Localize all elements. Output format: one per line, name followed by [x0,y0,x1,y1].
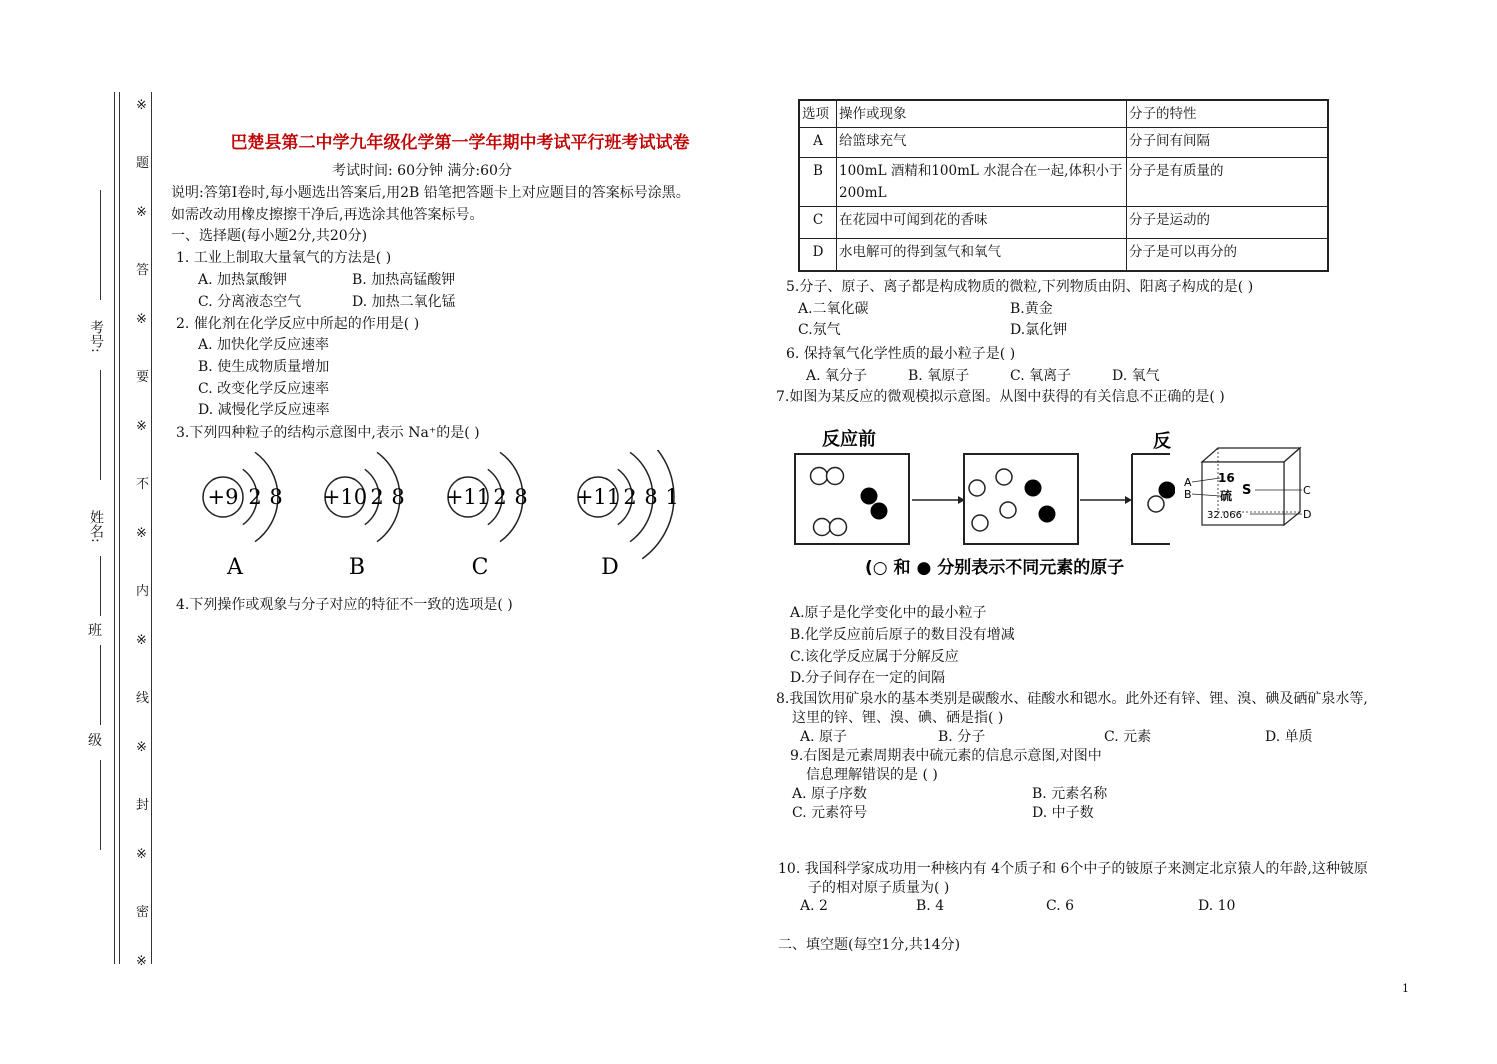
exam-title: 巴楚县第二中学九年级化学第一学年期中考试平行班考试试卷 [230,133,690,153]
seal-char: ※ [136,847,147,862]
q3-stem: 3.下列四种粒子的结构示意图中,表示 Na⁺的是( ) [176,425,480,441]
electron-count: 2 [370,485,384,509]
q9-option-d: D. 中子数 [1032,805,1094,821]
white-atom [972,515,988,531]
black-atom [861,488,878,505]
q10-option-d: D. 10 [1198,898,1236,914]
reaction-diagram [790,420,1175,585]
white-atom [1000,502,1016,518]
table-header-cell: 选项 [799,100,837,128]
q8-option-c: C. 元素 [1104,729,1152,745]
white-atom [830,519,847,536]
seal-char: 封 [136,797,150,813]
atom-label: C [471,555,489,580]
seal-char: 密 [136,904,150,920]
table-cell: 水电解可的得到氢气和氧气 [837,239,1127,271]
q9-stem-2: 信息理解错误的是 ( ) [806,767,938,783]
q7-option-c: C.该化学反应属于分解反应 [790,649,959,665]
atom-label: A [227,555,243,580]
pointer-d: D [1303,508,1312,521]
table-cell: 100mL 酒精和100mL 水混合在一起,体积小于200mL [837,158,1127,207]
atom-diagram [446,452,528,580]
q5-option-b: B.黄金 [1010,301,1053,317]
table-row [799,128,1328,158]
table-cell: 给篮球充气 [837,128,1127,158]
arrow-2-head [1125,496,1132,504]
atom-diagram [323,452,405,580]
seal-char: 线 [136,690,150,706]
electron-count: 2 [248,485,262,509]
q8-stem-2: 这里的锌、锂、溴、碘、硒是指( ) [792,710,1004,726]
table-row [799,239,1328,271]
seal-char: ※ [136,312,147,327]
table-cell: 分子是可以再分的 [1127,239,1329,271]
table-header-row [799,100,1328,128]
legend: (○ 和 ● 分别表示不同元素的原子 [865,558,1125,578]
q4-table [798,99,1329,272]
field-xingming: 姓名: [88,510,104,543]
seal-char: ※ [136,98,147,113]
q7-option-b: B.化学反应前后原子的数目没有增减 [790,627,1015,643]
seal-char: 要 [136,369,150,385]
q9-option-c: C. 元素符号 [792,805,868,821]
q5-option-d: D.氯化钾 [1010,322,1068,338]
q7-stem: 7.如图为某反应的微观模拟示意图。从图中获得的有关信息不正确的是( ) [776,389,1225,405]
nucleus-charge: +10 [322,485,368,509]
seal-char: 题 [136,155,150,171]
atom-diagram [203,452,283,580]
black-atom [1025,480,1042,497]
seal-char: ※ [136,526,147,541]
q2-option-c: C. 改变化学反应速率 [198,381,330,397]
table-header-cell: 操作或现象 [837,100,1127,128]
field-ji: 级 [88,733,102,749]
q2-option-b: B. 使生成物质量增加 [198,359,330,375]
instruction-1: 说明:答第Ⅰ卷时,每小题选出答案后,用2B 铅笔把答题卡上对应题目的答案标号涂黑。 [171,185,690,201]
nucleus-charge: +11 [445,485,491,509]
field-line [100,556,101,616]
seal-char: ※ [136,419,147,434]
nucleus-charge: +9 [207,485,239,509]
q5-option-a: A.二氧化碳 [798,301,869,317]
cube-top [1202,448,1300,462]
electron-count: 8 [514,485,528,509]
q5-option-c: C.氖气 [798,322,841,338]
q1-option-b: B. 加热高锰酸钾 [352,272,456,288]
atomic-number: 16 [1218,471,1235,485]
q5-stem: 5.分子、原子、离子都是构成物质的微粒,下列物质由阴、阳离子构成的是( ) [786,279,1254,295]
table-cell: C [799,207,837,239]
electron-count: 2 [493,485,507,509]
electron-count: 1 [665,485,679,509]
field-ban: 班 [88,623,102,639]
table-header-cell: 分子的特性 [1127,100,1329,128]
q6-stem: 6. 保持氧气化学性质的最小粒子是( ) [786,346,1016,362]
table-cell: B [799,158,837,207]
atomic-mass: 32.066 [1207,510,1242,521]
field-line [100,370,101,480]
q10-option-c: C. 6 [1046,898,1075,914]
section-choice: 一、选择题(每小题2分,共20分) [171,228,368,244]
margin-line-2 [119,92,120,964]
instruction-2: 如需改动用橡皮擦擦干净后,再选涂其他答案标号。 [171,207,484,223]
box-before [795,454,909,544]
seal-char: ※ [136,633,147,648]
table-cell: A [799,128,837,158]
electron-count: 2 [623,485,637,509]
table-row [799,158,1328,207]
q4-stem: 4.下列操作或观象与分子对应的特征不一致的选项是( ) [176,597,513,613]
atom-structure-diagrams [190,450,710,590]
pointer-c: C [1303,484,1311,497]
margin-line-1 [114,92,115,964]
table-cell: 分子是运动的 [1127,207,1329,239]
atom-diagram [576,450,679,580]
q9-option-b: B. 元素名称 [1032,786,1108,802]
black-atom [1159,482,1176,499]
q6-option-a: A. 氧分子 [806,368,868,384]
atom-label: D [601,555,619,580]
seal-char: ※ [136,205,147,220]
table-cell: 在花园中可闻到花的香味 [837,207,1127,239]
electron-count: 8 [644,485,658,509]
q10-stem-2: 子的相对原子质量为( ) [808,880,950,896]
q10-option-a: A. 2 [800,898,828,914]
section-fill: 二、填空题(每空1分,共14分) [778,937,961,953]
seal-char: 答 [136,262,150,278]
pointer-a: A [1184,476,1192,489]
seal-char: 内 [136,583,150,599]
seal-char: ※ [136,954,147,969]
field-kaohao: 考号: [88,320,104,353]
q6-option-c: C. 氧离子 [1010,368,1072,384]
q8-option-b: B. 分子 [938,729,986,745]
q9-option-a: A. 原子序数 [792,786,868,802]
q10-option-b: B. 4 [916,898,945,914]
table-cell: 分子是有质量的 [1127,158,1329,207]
exam-time: 考试时间: 60分钟 满分:60分 [332,163,512,179]
q7-option-a: A.原子是化学变化中的最小粒子 [790,605,987,621]
label-after: 反 [1153,431,1171,452]
q1-stem: 1. 工业上制取大量氧气的方法是( ) [176,250,392,266]
q9-stem-1: 9.右图是元素周期表中硫元素的信息示意图,对图中 [790,748,1102,764]
seal-char: 不 [136,476,150,492]
atom-label: B [348,555,366,580]
table-cell: 分子间有间隔 [1127,128,1329,158]
electron-count: 8 [391,485,405,509]
white-atom [1148,496,1164,512]
white-atom [827,468,844,485]
q1-option-c: C. 分离液态空气 [198,294,302,310]
q8-option-d: D. 单质 [1265,729,1313,745]
q2-option-d: D. 减慢化学反应速率 [198,402,330,418]
electron-count: 8 [269,485,283,509]
q2-stem: 2. 催化剂在化学反应中所起的作用是( ) [176,316,420,332]
white-atom [811,468,828,485]
table-row [799,207,1328,239]
white-atom [996,469,1012,485]
field-line [100,190,101,300]
q6-option-d: D. 氧气 [1112,368,1160,384]
black-atom [871,503,888,520]
q6-option-b: B. 氧原子 [908,368,970,384]
q1-option-d: D. 加热二氧化锰 [352,294,456,310]
table-cell: D [799,239,837,271]
margin-line-3 [151,92,152,964]
q8-option-a: A. 原子 [800,729,848,745]
field-line [100,760,101,850]
page-number: 1 [1402,982,1409,995]
cube-side [1284,448,1300,525]
element-symbol: S [1242,483,1252,498]
q7-option-d: D.分子间存在一定的间隔 [790,670,946,686]
sulfur-element-diagram [1180,440,1315,530]
label-before: 反应前 [822,429,876,450]
q10-stem-1: 10. 我国科学家成功用一种核内有 4个质子和 6个中子的铍原子来测定北京猿人的年龄,这种铍原 [778,861,1368,877]
q2-option-a: A. 加快化学反应速率 [198,337,330,353]
field-line [100,645,101,725]
white-atom [969,480,985,496]
q1-option-a: A. 加热氯酸钾 [198,272,288,288]
black-atom [1039,506,1056,523]
seal-char: ※ [136,740,147,755]
pointer-b: B [1184,488,1192,501]
element-name: 硫 [1220,489,1233,503]
q8-stem-1: 8.我国饮用矿泉水的基本类别是碳酸水、硅酸水和锶水。此外还有锌、锂、溴、碘及硒矿泉水等, [776,691,1368,707]
white-atom [814,519,831,536]
nucleus-charge: +11 [575,485,621,509]
